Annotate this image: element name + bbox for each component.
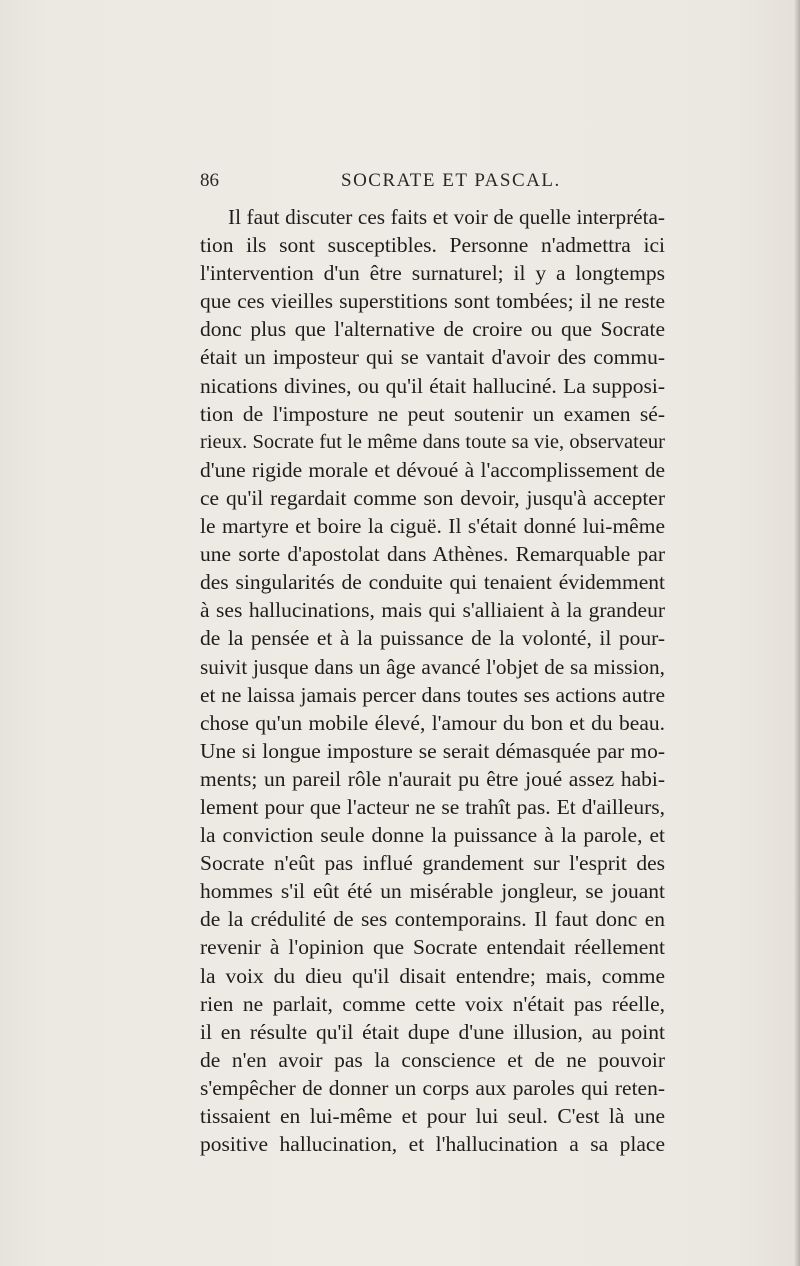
text-line: rieux. Socrate fut le même dans toute sa vie, observateur	[200, 430, 665, 453]
text-line: tion ils sont susceptibles. Personne n'admettra ici	[200, 233, 665, 258]
text-line: hommes s'il eût été un misérable jongleur, se jouant	[200, 879, 665, 904]
text-line: lement pour que l'acteur ne se trahît pas. Et d'ailleurs,	[200, 794, 665, 819]
running-head	[200, 170, 665, 196]
text-line: l'intervention d'un être surnaturel; il y a longtemps	[200, 261, 665, 286]
text-line: positive hallucination, et l'hallucination a sa place	[200, 1132, 665, 1157]
text-line: des singularités de conduite qui tenaient évidemment	[200, 570, 665, 595]
page-number: 86	[200, 170, 219, 191]
text-line: la voix du dieu qu'il disait entendre; mais, comme	[200, 963, 665, 988]
running-title: SOCRATE ET PASCAL.	[341, 170, 561, 191]
text-line: de la crédulité de ses contemporains. Il faut donc en	[200, 907, 665, 932]
text-line: et ne laissa jamais percer dans toutes ses actions autre	[200, 682, 665, 707]
text-line: que ces vieilles superstitions sont tombées; il ne reste	[200, 289, 665, 314]
text-line: rien ne parlait, comme cette voix n'était pas réelle,	[200, 991, 665, 1016]
text-line: donc plus que l'alternative de croire ou que Socrate	[200, 317, 665, 342]
text-line: Socrate n'eût pas influé grandement sur l'esprit des	[200, 851, 665, 876]
text-line: Une si longue imposture se serait démasquée par mo-	[200, 738, 665, 763]
text-line: ce qu'il regardait comme son devoir, jusqu'à accepter	[200, 485, 665, 510]
text-line: une sorte d'apostolat dans Athènes. Remarquable par	[200, 542, 665, 567]
text-line: chose qu'un mobile élevé, l'amour du bon et du beau.	[200, 710, 665, 735]
text-line: s'empêcher de donner un corps aux paroles qui reten-	[200, 1075, 665, 1100]
text-line: à ses hallucinations, mais qui s'alliaient à la grandeur	[200, 598, 665, 623]
text-line: tion de l'imposture ne peut soutenir un examen sé-	[200, 401, 665, 426]
body-text	[200, 203, 665, 1158]
text-line: de la pensée et à la puissance de la volonté, il pour-	[200, 626, 665, 651]
text-line: la conviction seule donne la puissance à la parole, et	[200, 823, 665, 848]
text-line: tissaient en lui-même et pour lui seul. C'est là une	[200, 1104, 665, 1128]
text-line: de n'en avoir pas la conscience et de ne pouvoir	[200, 1047, 665, 1072]
text-line: nications divines, ou qu'il était halluciné. La supposi-	[200, 373, 665, 398]
text-line: le martyre et boire la ciguë. Il s'était donné lui-même	[200, 514, 665, 539]
text-line: revenir à l'opinion que Socrate entendait réellement	[200, 935, 665, 960]
text-line: Il faut discuter ces faits et voir de quelle interpréta-	[228, 205, 665, 229]
text-line: suivit jusque dans un âge avancé l'objet de sa mission,	[200, 654, 665, 679]
page-edge-shadow	[794, 0, 800, 1266]
text-line: d'une rigide morale et dévoué à l'accomplissement de	[200, 457, 665, 482]
text-line: il en résulte qu'il était dupe d'une illusion, au point	[200, 1019, 665, 1044]
text-line: ments; un pareil rôle n'aurait pu être joué assez habi-	[200, 766, 665, 791]
text-line: était un imposteur qui se vantait d'avoir des commu-	[200, 345, 665, 370]
